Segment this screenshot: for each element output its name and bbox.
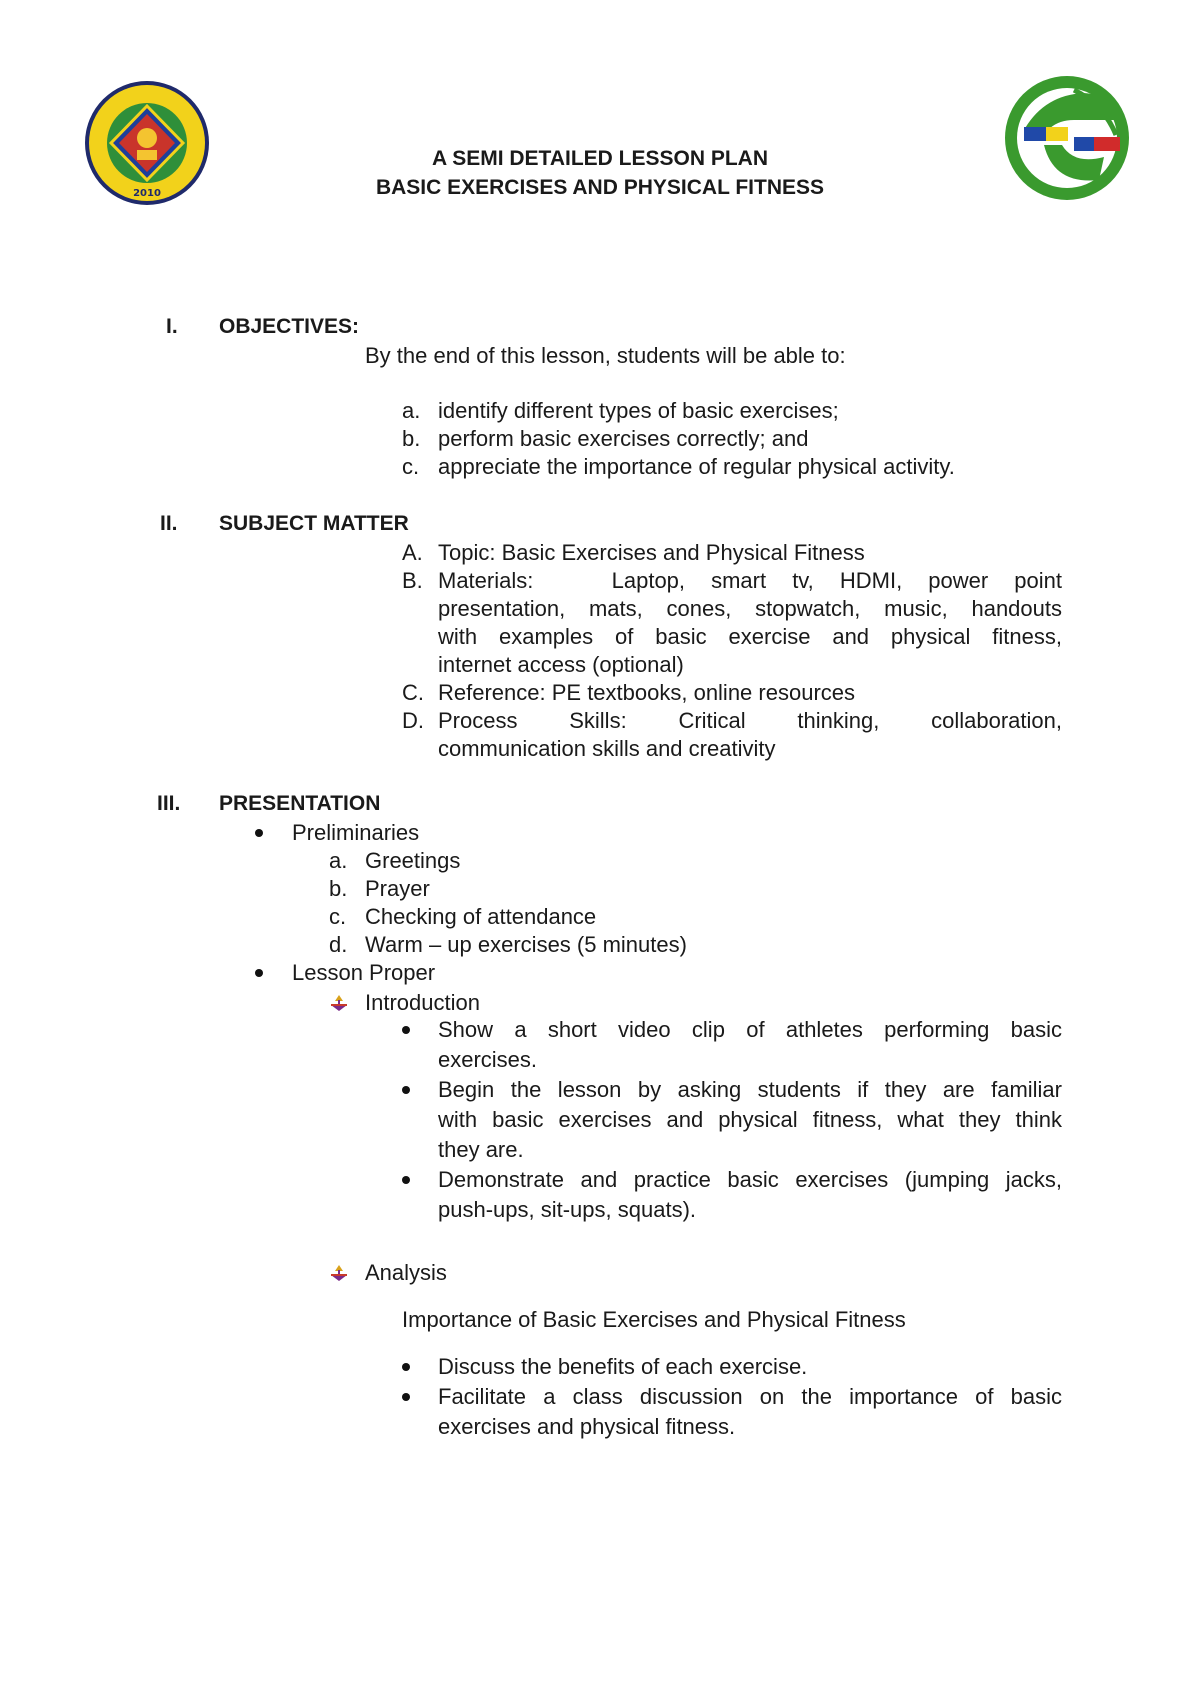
bullet-icon xyxy=(402,1026,410,1034)
preliminaries-label: Preliminaries xyxy=(292,820,420,845)
bullet-line: Begin the lesson by asking students if they are familiar xyxy=(438,1077,1062,1102)
list-item-line: Process Skills: Critical thinking, collaboration, xyxy=(438,708,1062,733)
bullet-line: Show a short video clip of athletes performing basic xyxy=(438,1017,1062,1042)
analysis-subtitle: Importance of Basic Exercises and Physical Fitness xyxy=(402,1307,906,1332)
bullet-line: they are. xyxy=(438,1137,524,1162)
document-subtitle: BASIC EXERCISES AND PHYSICAL FITNESS xyxy=(375,176,825,199)
section-heading: PRESENTATION xyxy=(219,792,381,815)
list-label: B. xyxy=(402,568,423,593)
list-label: d. xyxy=(329,932,348,957)
bullet-line: with basic exercises and physical fitness, what they think xyxy=(438,1107,1062,1132)
list-label: a. xyxy=(329,848,348,873)
list-label: A. xyxy=(402,540,423,565)
arrow-bullet-icon xyxy=(330,1264,348,1282)
list-item: Greetings xyxy=(365,848,461,873)
section-number: III. xyxy=(157,792,181,815)
list-item: perform basic exercises correctly; and xyxy=(438,426,809,451)
list-label: D. xyxy=(402,708,424,733)
analysis-label: Analysis xyxy=(365,1260,447,1285)
list-item: Prayer xyxy=(365,876,430,901)
bullet-icon xyxy=(402,1363,410,1371)
section-heading: OBJECTIVES: xyxy=(219,315,360,338)
bullet-line: exercises. xyxy=(438,1047,538,1072)
section-heading: SUBJECT MATTER xyxy=(219,512,409,535)
seal-year-text: 2010 xyxy=(133,188,161,199)
list-label: a. xyxy=(402,398,421,423)
list-item: Reference: PE textbooks, online resources xyxy=(438,680,856,705)
arrow-bullet-icon xyxy=(330,994,348,1012)
list-item-line: presentation, mats, cones, stopwatch, music, handouts xyxy=(438,596,1062,621)
introduction-label: Introduction xyxy=(365,990,480,1015)
bullet-icon xyxy=(255,969,263,977)
list-item: Checking of attendance xyxy=(365,904,597,929)
bullet-line: Demonstrate and practice basic exercises (jumping jacks, xyxy=(438,1167,1062,1192)
list-item: Topic: Basic Exercises and Physical Fitness xyxy=(438,540,865,565)
list-label: c. xyxy=(402,454,420,479)
bullet-line: Discuss the benefits of each exercise. xyxy=(438,1354,808,1379)
bullet-icon xyxy=(402,1086,410,1094)
list-label: C. xyxy=(402,680,424,705)
lesson-proper-label: Lesson Proper xyxy=(292,960,436,985)
section-number: I. xyxy=(166,315,178,338)
bullet-icon xyxy=(402,1393,410,1401)
list-item: identify different types of basic exercises; xyxy=(438,398,839,423)
list-label: b. xyxy=(329,876,348,901)
bullet-icon xyxy=(255,829,263,837)
list-item-line: Materials: Laptop, smart tv, HDMI, power point xyxy=(438,568,1062,593)
document-title: A SEMI DETAILED LESSON PLAN xyxy=(431,147,769,170)
list-item-line: with examples of basic exercise and physical fitness, xyxy=(438,624,1062,649)
bullet-line: Facilitate a class discussion on the importance of basic xyxy=(438,1384,1062,1409)
bullet-line: exercises and physical fitness. xyxy=(438,1414,736,1439)
bullet-icon xyxy=(402,1176,410,1184)
list-item: appreciate the importance of regular physical activity. xyxy=(438,454,955,479)
objectives-intro: By the end of this lesson, students will be able to: xyxy=(365,343,846,368)
list-item-line: internet access (optional) xyxy=(438,652,684,677)
list-item: Warm – up exercises (5 minutes) xyxy=(365,932,687,957)
section-number: II. xyxy=(160,512,178,535)
list-item-line: communication skills and creativity xyxy=(438,736,776,761)
list-label: c. xyxy=(329,904,347,929)
bullet-line: push-ups, sit-ups, squats). xyxy=(438,1197,697,1222)
list-label: b. xyxy=(402,426,421,451)
